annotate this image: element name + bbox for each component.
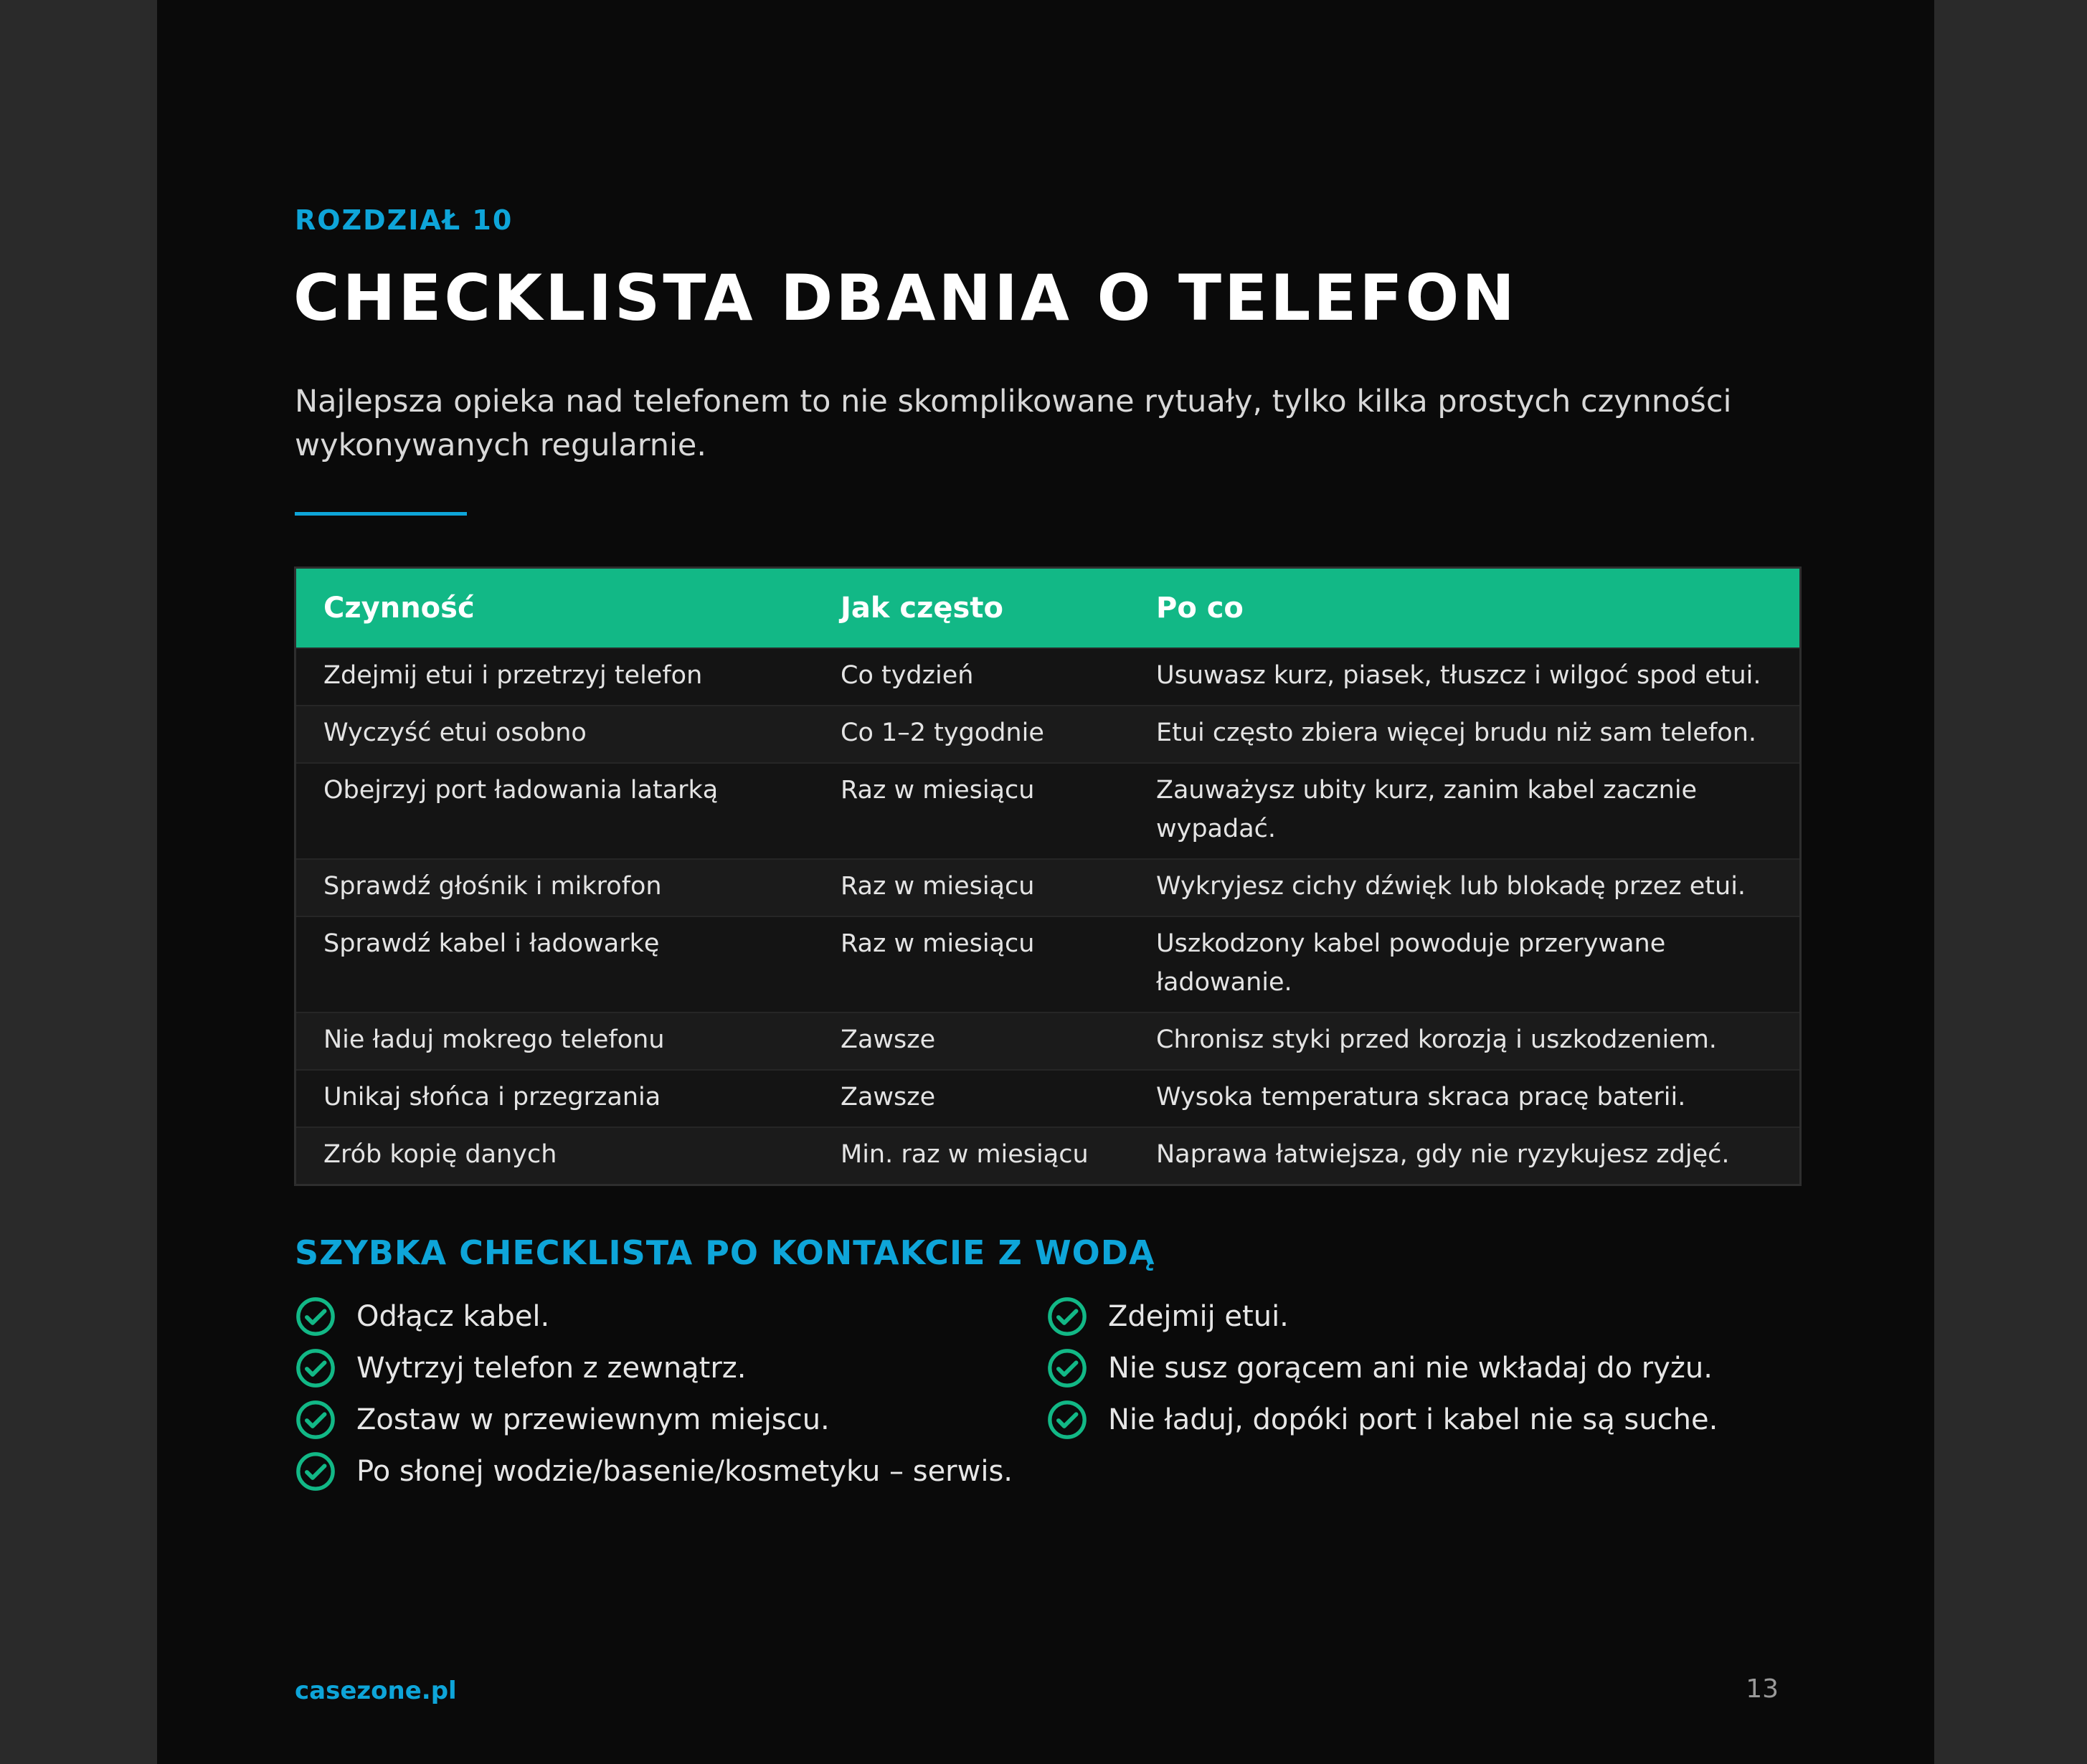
chapter-label: ROZDZIAŁ 10 [295, 204, 514, 236]
table-cell: Wyczyść etui osobno [296, 706, 813, 763]
table-cell: Raz w miesiącu [813, 916, 1129, 1013]
intro-paragraph: Najlepsza opieka nad telefonem to nie skomplikowane rytuały, tylko kilka prostych czynności wykonywanych regularnie. [295, 384, 1732, 463]
list-item [295, 1394, 1013, 1446]
table-row [296, 1070, 1799, 1127]
list-item [295, 1446, 1013, 1497]
list-item-text: Odłącz kabel. [356, 1300, 550, 1333]
water-checklist-right [1046, 1291, 1718, 1446]
accent-divider [295, 512, 467, 516]
list-item [1046, 1342, 1718, 1394]
list-item-text: Nie susz gorącem ani nie wkładaj do ryżu. [1108, 1352, 1713, 1385]
care-table [294, 566, 1802, 1186]
check-circle-icon [1046, 1399, 1088, 1441]
check-circle-icon [295, 1451, 336, 1492]
water-checklist-heading: SZYBKA CHECKLISTA PO KONTAKCIE Z WODĄ [295, 1233, 1155, 1272]
table-row [296, 763, 1799, 859]
column-header-frequency: Jak często [841, 592, 1003, 625]
list-item [295, 1291, 1013, 1342]
table-cell: Min. raz w miesiącu [813, 1127, 1129, 1184]
list-item-text: Wytrzyj telefon z zewnątrz. [356, 1352, 747, 1385]
list-item-text: Zostaw w przewiewnym miejscu. [356, 1403, 830, 1436]
table-cell: Zawsze [813, 1070, 1129, 1127]
table-cell: Etui często zbiera więcej brudu niż sam telefon. [1129, 706, 1799, 763]
table-cell: Raz w miesiącu [813, 763, 1129, 859]
page-title: CHECKLISTA DBANIA O TELEFON [293, 261, 1518, 335]
list-item-text: Zdejmij etui. [1108, 1300, 1289, 1333]
table-cell: Zawsze [813, 1013, 1129, 1070]
check-circle-icon [295, 1296, 336, 1337]
table-cell: Uszkodzony kabel powoduje przerywane ładowanie. [1129, 916, 1799, 1013]
table-row [296, 916, 1799, 1013]
table-cell: Wysoka temperatura skraca pracę baterii. [1129, 1070, 1799, 1127]
table-cell: Zdejmij etui i przetrzyj telefon [296, 648, 813, 706]
check-circle-icon [1046, 1296, 1088, 1337]
table-cell: Raz w miesiącu [813, 859, 1129, 916]
table-cell: Co tydzień [813, 648, 1129, 706]
page-number: 13 [1746, 1674, 1779, 1704]
table-cell: Sprawdź kabel i ładowarkę [296, 916, 813, 1013]
check-circle-icon [1046, 1347, 1088, 1389]
table-cell: Zauważysz ubity kurz, zanim kabel zacznie wypadać. [1129, 763, 1799, 859]
list-item [295, 1342, 1013, 1394]
list-item-text: Nie ładuj, dopóki port i kabel nie są suche. [1108, 1403, 1718, 1436]
table-row [296, 1013, 1799, 1070]
table-cell: Sprawdź głośnik i mikrofon [296, 859, 813, 916]
table-row [296, 706, 1799, 763]
list-item [1046, 1394, 1718, 1446]
footer-brand-link[interactable]: casezone.pl [295, 1677, 457, 1705]
list-item [1046, 1291, 1718, 1342]
table-cell: Nie ładuj mokrego telefonu [296, 1013, 813, 1070]
table-cell: Chronisz styki przed korozją i uszkodzeniem. [1129, 1013, 1799, 1070]
check-circle-icon [295, 1399, 336, 1441]
table-row [296, 859, 1799, 916]
column-header-purpose: Po co [1156, 592, 1244, 625]
table-cell: Unikaj słońca i przegrzania [296, 1070, 813, 1127]
table-cell: Zrób kopię danych [296, 1127, 813, 1184]
table-cell: Usuwasz kurz, piasek, tłuszcz i wilgoć spod etui. [1129, 648, 1799, 706]
table-cell: Wykryjesz cichy dźwięk lub blokadę przez etui. [1129, 859, 1799, 916]
table-cell: Co 1–2 tygodnie [813, 706, 1129, 763]
water-checklist-left [295, 1291, 1013, 1497]
check-circle-icon [295, 1347, 336, 1389]
table-row [296, 648, 1799, 706]
table-row [296, 1127, 1799, 1184]
table-header-row [296, 569, 1799, 648]
table-cell: Obejrzyj port ładowania latarką [296, 763, 813, 859]
table-cell: Naprawa łatwiejsza, gdy nie ryzykujesz zdjęć. [1129, 1127, 1799, 1184]
document-page [157, 0, 1934, 1764]
column-header-activity: Czynność [323, 592, 475, 625]
list-item-text: Po słonej wodzie/basenie/kosmetyku – serwis. [356, 1455, 1013, 1488]
